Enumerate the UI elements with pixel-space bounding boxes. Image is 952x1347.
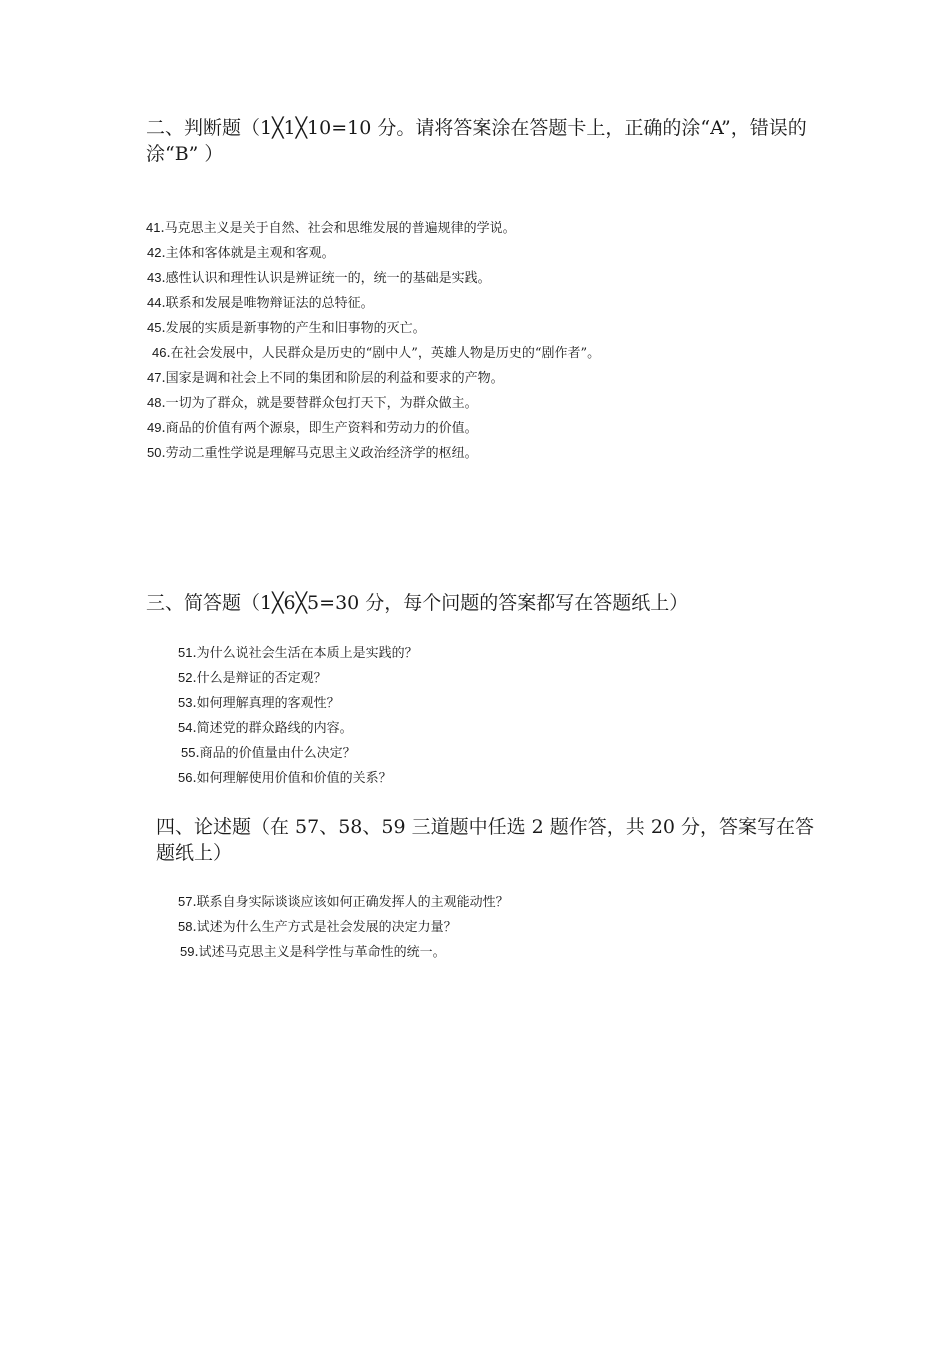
question-text: .国家是调和社会上不同的集团和阶层的利益和要求的产物。 (161, 371, 504, 386)
question-text: .如何理解真理的客观性？ (192, 696, 340, 711)
question-number: 49 (147, 420, 162, 435)
question-text: .什么是辩证的否定观？ (192, 671, 327, 686)
question-text: .试述马克思主义是科学性与革命性的统一。 (194, 945, 446, 960)
question-text: .简述党的群众路线的内容。 (192, 721, 353, 736)
question-number: 44 (147, 295, 162, 310)
question-44 (146, 290, 600, 315)
question-text: .感性认识和理性认识是辨证统一的，统一的基础是实践。 (161, 271, 491, 286)
section-4-question-list (178, 889, 509, 964)
question-56 (178, 765, 418, 790)
question-58 (178, 914, 509, 939)
question-text: .商品的价值有两个源泉，即生产资料和劳动力的价值。 (161, 421, 478, 436)
question-number: 43 (147, 270, 162, 285)
question-47 (146, 365, 600, 390)
question-50 (146, 440, 600, 465)
question-text: .发展的实质是新事物的产生和旧事物的灭亡。 (161, 321, 426, 336)
question-59 (178, 939, 509, 964)
question-number: 57 (178, 894, 193, 909)
question-number: 53 (178, 695, 193, 710)
question-42 (146, 240, 600, 265)
question-text: .主体和客体就是主观和客观。 (161, 246, 335, 261)
section-3-question-list (178, 640, 418, 790)
question-52 (178, 665, 418, 690)
question-55 (178, 740, 418, 765)
question-number: 52 (178, 670, 193, 685)
question-43 (146, 265, 600, 290)
question-text: .联系和发展是唯物辩证法的总特征。 (161, 296, 374, 311)
question-number: 45 (147, 320, 162, 335)
section-3-title: 三、简答题（1╳6╳5=30 分，每个问题的答案都写在答题纸上） (146, 592, 689, 614)
question-text: .一切为了群众，就是要替群众包打天下，为群众做主。 (161, 396, 478, 411)
question-48 (146, 390, 600, 415)
question-number: 42 (147, 245, 162, 260)
question-number: 59 (180, 944, 195, 959)
question-51 (178, 640, 418, 665)
question-number: 41 (146, 220, 161, 235)
question-text: .为什么说社会生活在本质上是实践的？ (192, 646, 418, 661)
question-number: 48 (147, 395, 162, 410)
section-4-title: 四、论述题（在 57、58、59 三道题中任选 2 题作答，共 20 分，答案写在答题纸上） (156, 816, 815, 864)
question-41 (146, 215, 600, 240)
question-text: .如何理解使用价值和价值的关系？ (192, 771, 392, 786)
question-text: .联系自身实际谈谈应该如何正确发挥人的主观能动性？ (192, 895, 509, 910)
question-54 (178, 715, 418, 740)
question-number: 46 (152, 345, 167, 360)
section-2-title: 二、判断题（1╳1╳10=10 分。请将答案涂在答题卡上，正确的涂“A”，错误的涂“B” ） (146, 117, 807, 165)
section-2-question-list (146, 215, 600, 465)
question-text: .商品的价值量由什么决定？ (195, 746, 356, 761)
question-number: 58 (178, 919, 193, 934)
question-text: .试述为什么生产方式是社会发展的决定力量？ (192, 920, 457, 935)
question-number: 56 (178, 770, 193, 785)
question-46 (146, 340, 600, 365)
question-number: 50 (147, 445, 162, 460)
question-text: .马克思主义是关于自然、社会和思维发展的普遍规律的学说。 (160, 221, 516, 236)
question-49 (146, 415, 600, 440)
question-number: 47 (147, 370, 162, 385)
question-text: .在社会发展中，人民群众是历史的“剧中人”，英雄人物是历史的“剧作者”。 (166, 346, 601, 361)
question-number: 54 (178, 720, 193, 735)
question-number: 51 (178, 645, 193, 660)
question-53 (178, 690, 418, 715)
question-57 (178, 889, 509, 914)
question-number: 55 (181, 745, 196, 760)
question-45 (146, 315, 600, 340)
question-text: .劳动二重性学说是理解马克思主义政治经济学的枢纽。 (161, 446, 478, 461)
